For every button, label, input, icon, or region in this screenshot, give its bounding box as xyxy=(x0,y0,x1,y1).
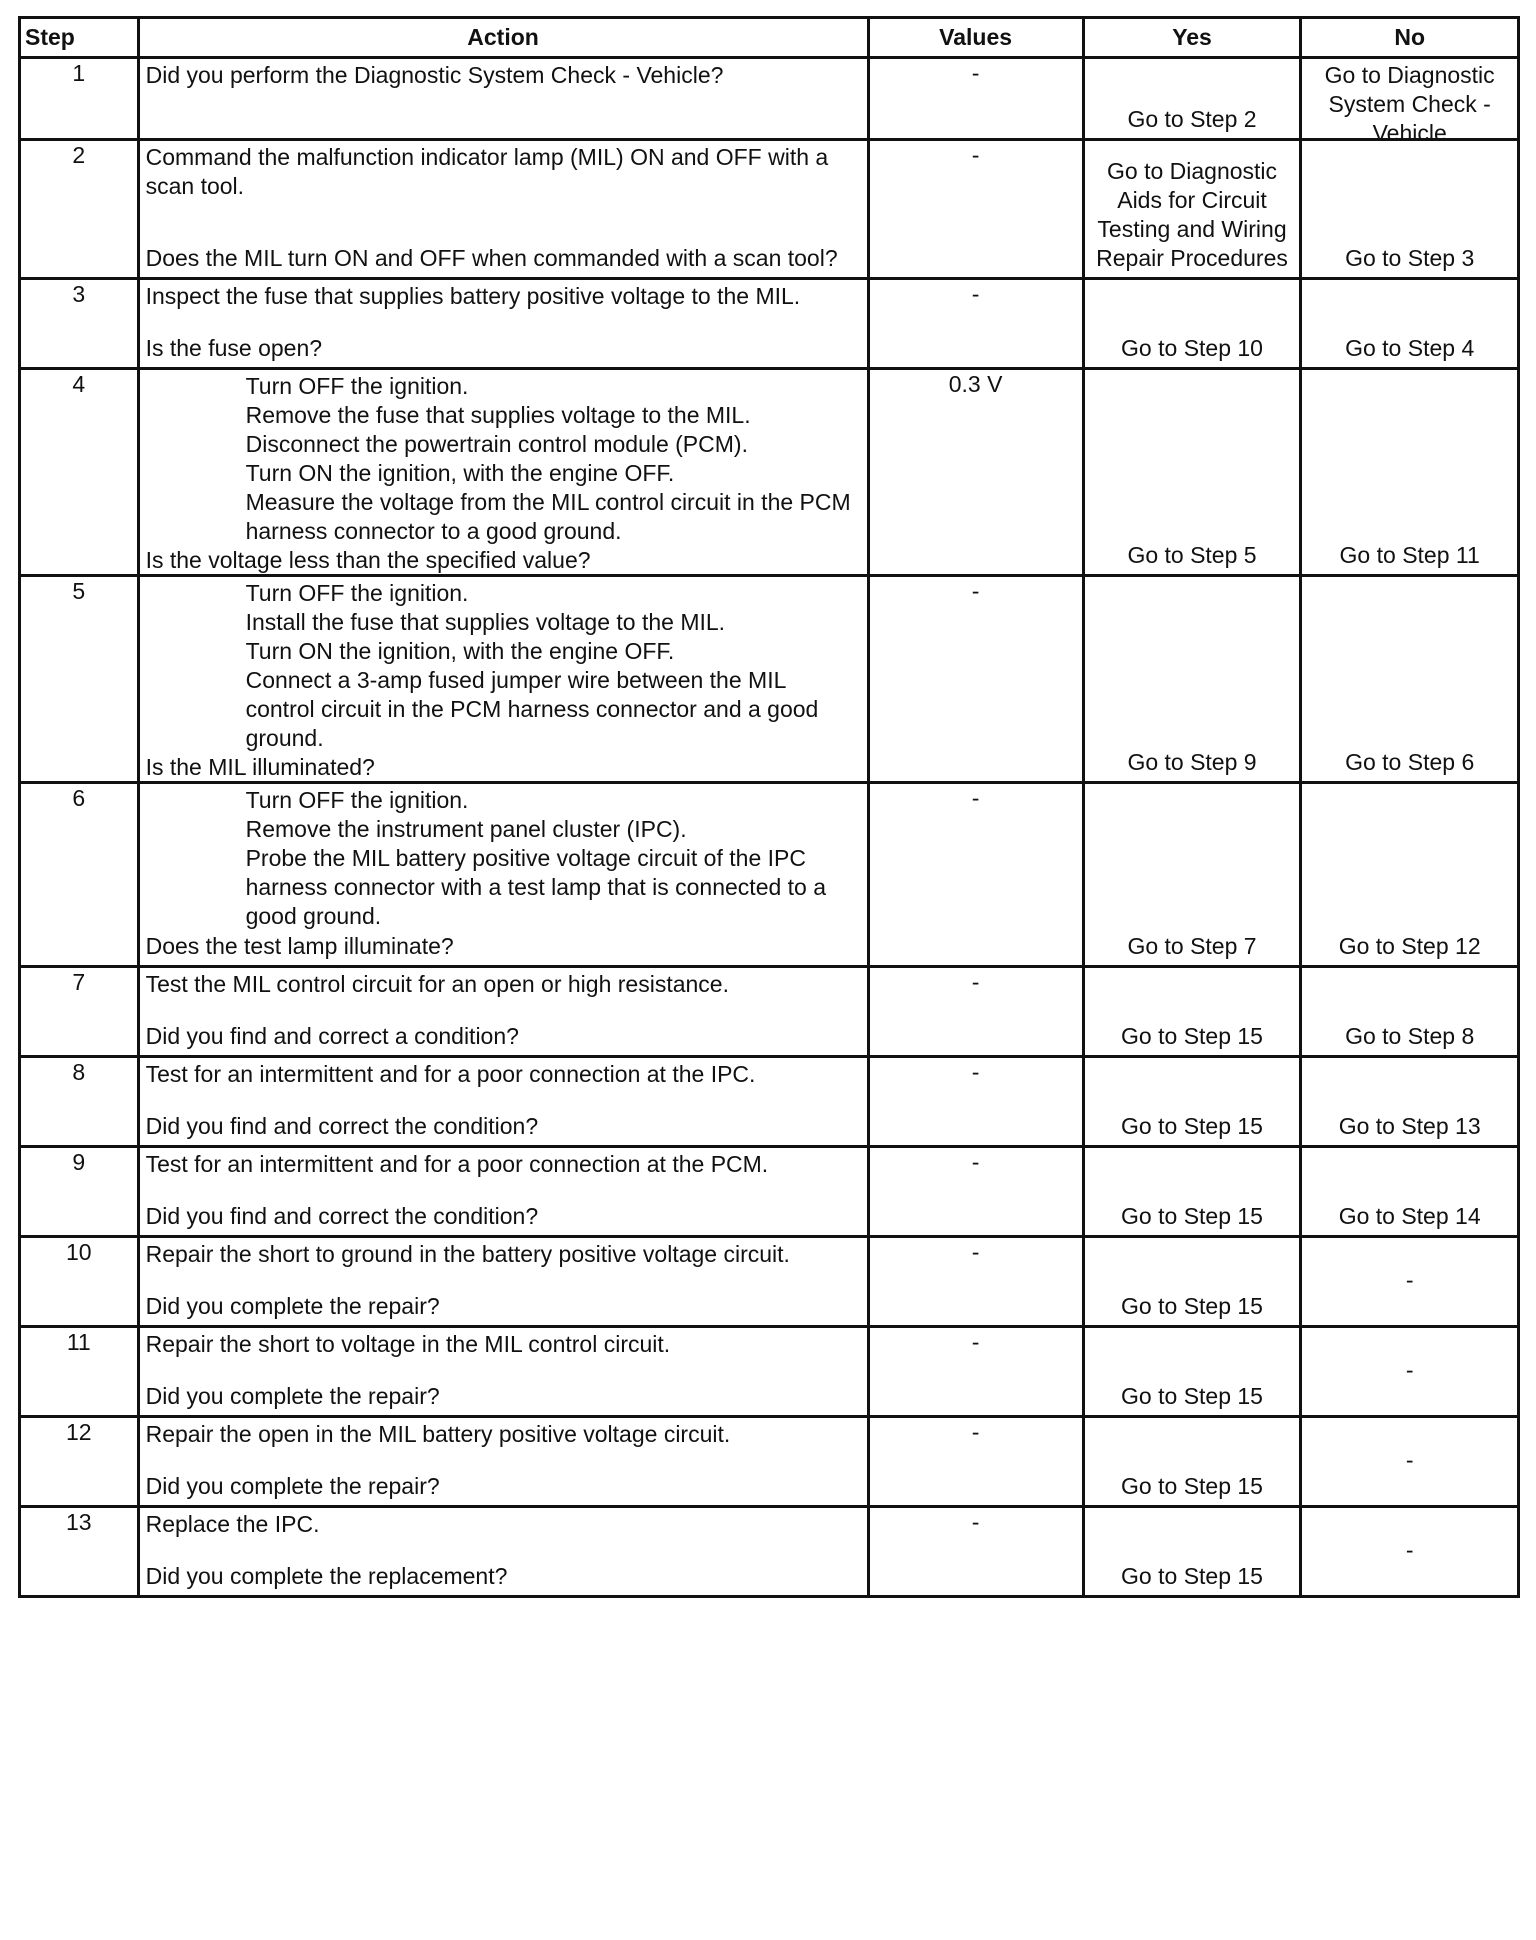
step-number: 3 xyxy=(20,279,139,369)
no-text: Go to Step 4 xyxy=(1345,335,1475,361)
yes-text: Go to Step 15 xyxy=(1121,1383,1263,1409)
yes-text: Go to Step 15 xyxy=(1121,1113,1263,1139)
no-text: Go to Step 8 xyxy=(1345,1023,1475,1049)
yes-text: Go to Step 9 xyxy=(1127,749,1257,775)
table-row xyxy=(20,783,1519,967)
step-number: 11 xyxy=(20,1327,139,1417)
yes-cell xyxy=(1083,140,1301,279)
yes-text: Go to Step 15 xyxy=(1121,1293,1263,1319)
no-cell xyxy=(1301,576,1519,783)
yes-cell xyxy=(1083,576,1301,783)
question-text: Is the voltage less than the specified value? xyxy=(145,547,591,573)
action-cell xyxy=(138,967,868,1057)
action-text: Repair the short to voltage in the MIL control circuit. xyxy=(145,1331,671,1357)
table-row xyxy=(20,1237,1519,1327)
step-number: 4 xyxy=(20,369,139,576)
no-text: Go to Step 3 xyxy=(1345,245,1475,271)
no-cell xyxy=(1301,140,1519,279)
value-cell: - xyxy=(868,1507,1083,1597)
step-number: 7 xyxy=(20,967,139,1057)
yes-text: Go to Step 15 xyxy=(1121,1563,1263,1589)
no-text: Go to Step 12 xyxy=(1338,933,1481,959)
action-text: Turn OFF the ignition. Remove the instrument panel cluster (IPC). Probe the MIL battery positive voltage circuit of the IPC harness connector with a test lamp that is connected to a good ground. xyxy=(245,787,827,929)
yes-cell xyxy=(1083,1147,1301,1237)
question-text: Did you complete the repair? xyxy=(145,1383,440,1409)
question-text: Does the test lamp illuminate? xyxy=(145,933,454,959)
value-cell: - xyxy=(868,140,1083,279)
no-cell xyxy=(1301,1237,1519,1327)
action-cell xyxy=(138,1057,868,1147)
action-cell xyxy=(138,1237,868,1327)
header-no: No xyxy=(1301,18,1519,58)
action-text: Test for an intermittent and for a poor connection at the IPC. xyxy=(145,1061,756,1087)
no-text: - xyxy=(1405,1267,1414,1293)
value-cell: - xyxy=(868,783,1083,967)
value-cell: - xyxy=(868,1237,1083,1327)
no-cell xyxy=(1301,1417,1519,1507)
step-number: 10 xyxy=(20,1237,139,1327)
value-cell: - xyxy=(868,967,1083,1057)
step-number: 13 xyxy=(20,1507,139,1597)
action-text: Inspect the fuse that supplies battery positive voltage to the MIL. xyxy=(145,283,801,309)
value-cell: - xyxy=(868,58,1083,140)
diagnostic-table xyxy=(18,16,1520,1598)
question-text: Did you find and correct the condition? xyxy=(145,1203,539,1229)
header-yes: Yes xyxy=(1083,18,1301,58)
no-cell xyxy=(1301,783,1519,967)
table-row xyxy=(20,1417,1519,1507)
no-text: Go to Step 13 xyxy=(1338,1113,1481,1139)
no-cell xyxy=(1301,1057,1519,1147)
action-cell xyxy=(138,783,868,967)
action-text: Turn OFF the ignition. Remove the fuse that supplies voltage to the MIL. Disconnect the powertrain control module (PCM). Turn ON the ignition, with the engine OFF. Measure the voltage from the MIL control circuit in the PCM harness connector to a good ground. xyxy=(245,373,851,544)
action-cell xyxy=(138,1147,868,1237)
header-values: Values xyxy=(868,18,1083,58)
action-cell xyxy=(138,576,868,783)
value-cell: - xyxy=(868,1147,1083,1237)
action-cell xyxy=(138,1327,868,1417)
table-row xyxy=(20,967,1519,1057)
no-text: - xyxy=(1405,1447,1414,1473)
table-row xyxy=(20,576,1519,783)
action-cell xyxy=(138,1507,868,1597)
header-row xyxy=(20,18,1519,58)
question-text: Is the MIL illuminated? xyxy=(145,754,375,780)
yes-cell xyxy=(1083,1417,1301,1507)
yes-cell xyxy=(1083,58,1301,140)
question-text: Did you complete the repair? xyxy=(145,1293,440,1319)
action-text: Test the MIL control circuit for an open or high resistance. xyxy=(145,971,729,997)
no-text: Go to Step 11 xyxy=(1339,542,1480,568)
question-text: Did you complete the repair? xyxy=(145,1473,440,1499)
question-text: Did you complete the replacement? xyxy=(145,1563,508,1589)
action-text: Did you perform the Diagnostic System Check - Vehicle? xyxy=(145,62,724,88)
step-number: 5 xyxy=(20,576,139,783)
no-text: - xyxy=(1405,1537,1414,1563)
action-text: Command the malfunction indicator lamp (MIL) ON and OFF with a scan tool. xyxy=(145,144,829,199)
question-text: Is the fuse open? xyxy=(145,335,323,361)
yes-cell xyxy=(1083,1237,1301,1327)
step-number: 1 xyxy=(20,58,139,140)
value-cell: - xyxy=(868,1327,1083,1417)
table-row xyxy=(20,1147,1519,1237)
yes-cell xyxy=(1083,783,1301,967)
table-row xyxy=(20,369,1519,576)
yes-text: Go to Step 5 xyxy=(1127,542,1257,568)
question-text: Does the MIL turn ON and OFF when commanded with a scan tool? xyxy=(145,245,838,271)
action-cell xyxy=(138,140,868,279)
yes-text: Go to Step 15 xyxy=(1121,1203,1263,1229)
yes-cell xyxy=(1083,967,1301,1057)
yes-cell xyxy=(1083,1327,1301,1417)
yes-text: Go to Step 2 xyxy=(1127,106,1257,132)
action-text: Turn OFF the ignition. Install the fuse that supplies voltage to the MIL. Turn ON the ignition, with the engine OFF. Connect a 3-amp fused jumper wire between the MIL control circuit in the PCM harness connector and a good ground. xyxy=(245,580,819,751)
yes-text: Go to Diagnostic Aids for Circuit Testing and Wiring Repair Procedures xyxy=(1096,158,1288,271)
table-row xyxy=(20,279,1519,369)
no-cell xyxy=(1301,1147,1519,1237)
yes-cell xyxy=(1083,1507,1301,1597)
no-cell xyxy=(1301,279,1519,369)
no-text: - xyxy=(1405,1357,1414,1383)
value-cell: - xyxy=(868,279,1083,369)
yes-text: Go to Step 7 xyxy=(1127,933,1257,959)
step-number: 8 xyxy=(20,1057,139,1147)
question-text: Did you find and correct the condition? xyxy=(145,1113,539,1139)
action-text: Repair the open in the MIL battery positive voltage circuit. xyxy=(145,1421,731,1447)
action-text: Test for an intermittent and for a poor connection at the PCM. xyxy=(145,1151,769,1177)
value-cell: 0.3 V xyxy=(868,369,1083,576)
action-text: Repair the short to ground in the battery positive voltage circuit. xyxy=(145,1241,790,1267)
step-number: 12 xyxy=(20,1417,139,1507)
value-cell: - xyxy=(868,1417,1083,1507)
table-row xyxy=(20,1327,1519,1417)
action-cell xyxy=(138,279,868,369)
question-text: Did you find and correct a condition? xyxy=(145,1023,519,1049)
yes-cell xyxy=(1083,369,1301,576)
no-text: Go to Step 14 xyxy=(1338,1203,1481,1229)
no-cell xyxy=(1301,967,1519,1057)
yes-cell xyxy=(1083,1057,1301,1147)
value-cell: - xyxy=(868,576,1083,783)
no-cell xyxy=(1301,1327,1519,1417)
value-cell: - xyxy=(868,1057,1083,1147)
yes-cell xyxy=(1083,279,1301,369)
table-row xyxy=(20,140,1519,279)
yes-text: Go to Step 15 xyxy=(1121,1023,1263,1049)
action-cell xyxy=(138,369,868,576)
table-row xyxy=(20,1507,1519,1597)
no-cell xyxy=(1301,369,1519,576)
yes-text: Go to Step 15 xyxy=(1121,1473,1263,1499)
yes-text: Go to Step 10 xyxy=(1121,335,1263,361)
action-cell xyxy=(138,1417,868,1507)
action-cell xyxy=(138,58,868,140)
table-row xyxy=(20,1057,1519,1147)
action-text: Replace the IPC. xyxy=(145,1511,320,1537)
no-cell xyxy=(1301,1507,1519,1597)
step-number: 9 xyxy=(20,1147,139,1237)
step-number: 2 xyxy=(20,140,139,279)
table-row xyxy=(20,58,1519,140)
no-cell xyxy=(1301,58,1519,146)
header-action: Action xyxy=(138,18,868,58)
header-step: Step xyxy=(20,18,139,58)
no-text: Go to Diagnostic System Check - Vehicle xyxy=(1324,62,1495,146)
no-text: Go to Step 6 xyxy=(1345,749,1475,775)
step-number: 6 xyxy=(20,783,139,967)
